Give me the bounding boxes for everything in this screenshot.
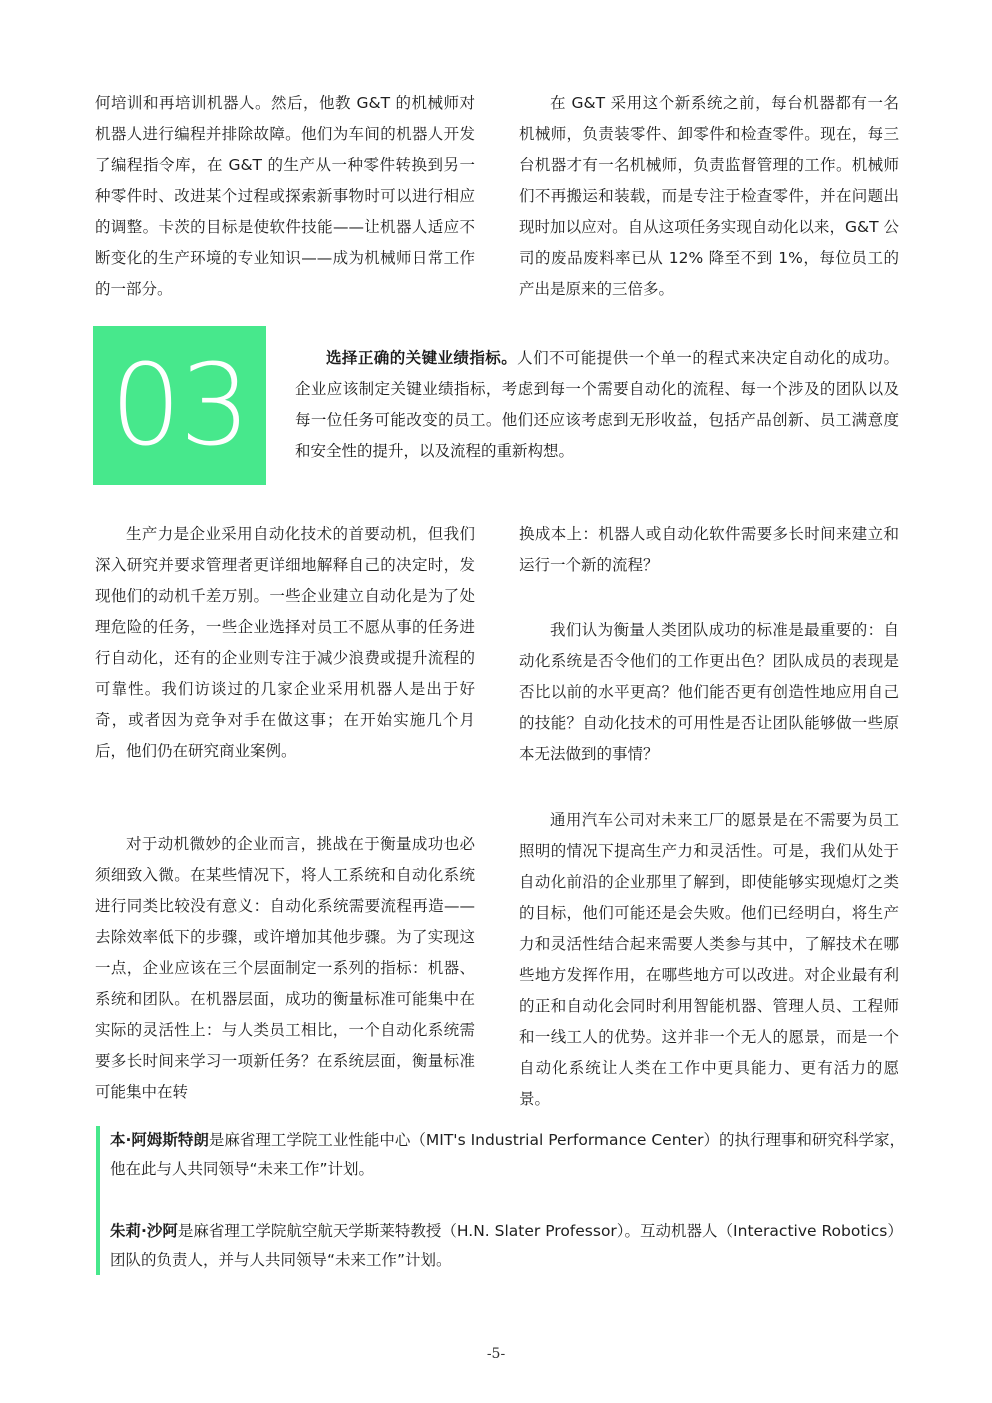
paragraph: 通用汽车公司对未来工厂的愿景是在不需要为员工照明的情况下提高生产力和灵活性。可是，我们从处于自动化前沿的企业那里了解到，即使能够实现熄灯之类的目标，他们可能还是会失败。他们已经明白，将生产力和灵活性结合起来需要人类参与其中，了解技术在哪些地方发挥作用，在哪些地方可以改进。对企业最有利的正和自动化会同时利用智能机器、管理人员、工程师和一线工人的优势。这并非一个无人的愿景，而是一个自动化系统让人类在工作中更具能力、更有活力的愿景。 xyxy=(519,811,899,1108)
author-description: 是麻省理工学院工业性能中心（MIT's Industrial Performance Center）的执行理事和研究科学家，他在此与人共同领导“未来工作”计划。 xyxy=(110,1131,906,1178)
top-right-column xyxy=(519,88,899,305)
section-heading: 选择正确的关键业绩指标。 xyxy=(326,349,518,367)
body-right-column xyxy=(519,519,899,1115)
author-bio xyxy=(110,1126,916,1184)
section-number-badge xyxy=(93,326,266,485)
paragraph: 对于动机微妙的企业而言，挑战在于衡量成功也必须细致入微。在某些情况下，将人工系统和自动化系统进行同类比较没有意义：自动化系统需要流程再造——去除效率低下的步骤，或许增加其他步骤。为了实现这一点，企业应该在三个层面制定一系列的指标：机器、系统和团队。在机器层面，成功的衡量标准可能集中在实际的灵活性上：与人类员工相比，一个自动化系统需要多长时间来学习一项新任务？在系统层面，衡量标准可能集中在转 xyxy=(95,835,475,1101)
author-name: 朱莉·沙阿 xyxy=(110,1222,178,1240)
section-body: 人们不可能提供一个单一的程式来决定自动化的成功。企业应该制定关键业绩指标，考虑到每一个需要自动化的流程、每一个涉及的团队以及每一位任务可能改变的员工。他们还应该考虑到无形收益，包括产品创新、员工满意度和安全性的提升，以及流程的重新构想。 xyxy=(295,349,899,460)
top-right-paragraph: 在 G&T 采用这个新系统之前，每台机器都有一名机械师，负责装零件、卸零件和检查零件。现在，每三台机器才有一名机械师，负责监督管理的工作。机械师们不再搬运和装载，而是专注于检查零件，并在问题出现时加以应对。自从这项任务实现自动化以来，G&T 公司的废品废料率已从 12% 降至不到 1%，每位员工的产出是原来的三倍多。 xyxy=(519,94,899,298)
body-left-column xyxy=(95,519,475,1108)
paragraph: 换成本上：机器人或自动化软件需要多长时间来建立和运行一个新的流程？ xyxy=(519,525,899,574)
author-bios xyxy=(96,1126,916,1275)
paragraph: 我们认为衡量人类团队成功的标准是最重要的：自动化系统是否令他们的工作更出色？团队成员的表现是否比以前的水平更高？他们能否更有创造性地应用自己的技能？自动化技术的可用性是否让团队能够做一些原本无法做到的事情？ xyxy=(519,621,899,763)
author-description: 是麻省理工学院航空航天学斯莱特教授（H.N. Slater Professor）。互动机器人（Interactive Robotics）团队的负责人，并与人共同领导“未来工作”计划。 xyxy=(110,1222,903,1269)
author-name: 本·阿姆斯特朗 xyxy=(110,1131,209,1149)
paragraph: 生产力是企业采用自动化技术的首要动机，但我们深入研究并要求管理者更详细地解释自己的决定时，发现他们的动机千差万别。一些企业建立自动化是为了处理危险的任务，一些企业选择对员工不愿从事的任务进行自动化，还有的企业则专注于减少浪费或提升流程的可靠性。我们访谈过的几家企业采用机器人是出于好奇，或者因为竞争对手在做这事；在开始实施几个月后，他们仍在研究商业案例。 xyxy=(95,525,475,760)
section-intro xyxy=(295,343,899,467)
author-bio xyxy=(110,1217,916,1275)
section-number: 03 xyxy=(110,340,249,471)
top-left-column xyxy=(95,88,475,305)
page-number: -5- xyxy=(486,1346,506,1362)
top-left-paragraph: 何培训和再培训机器人。然后，他教 G&T 的机械师对机器人进行编程并排除故障。他们为车间的机器人开发了编程指令库，在 G&T 的生产从一种零件转换到另一种零件时、改进某个过程或探索新事物时可以进行相应的调整。卡茨的目标是使软件技能——让机器人适应不断变化的生产环境的专业知识——成为机械师日常工作的一部分。 xyxy=(95,94,475,298)
